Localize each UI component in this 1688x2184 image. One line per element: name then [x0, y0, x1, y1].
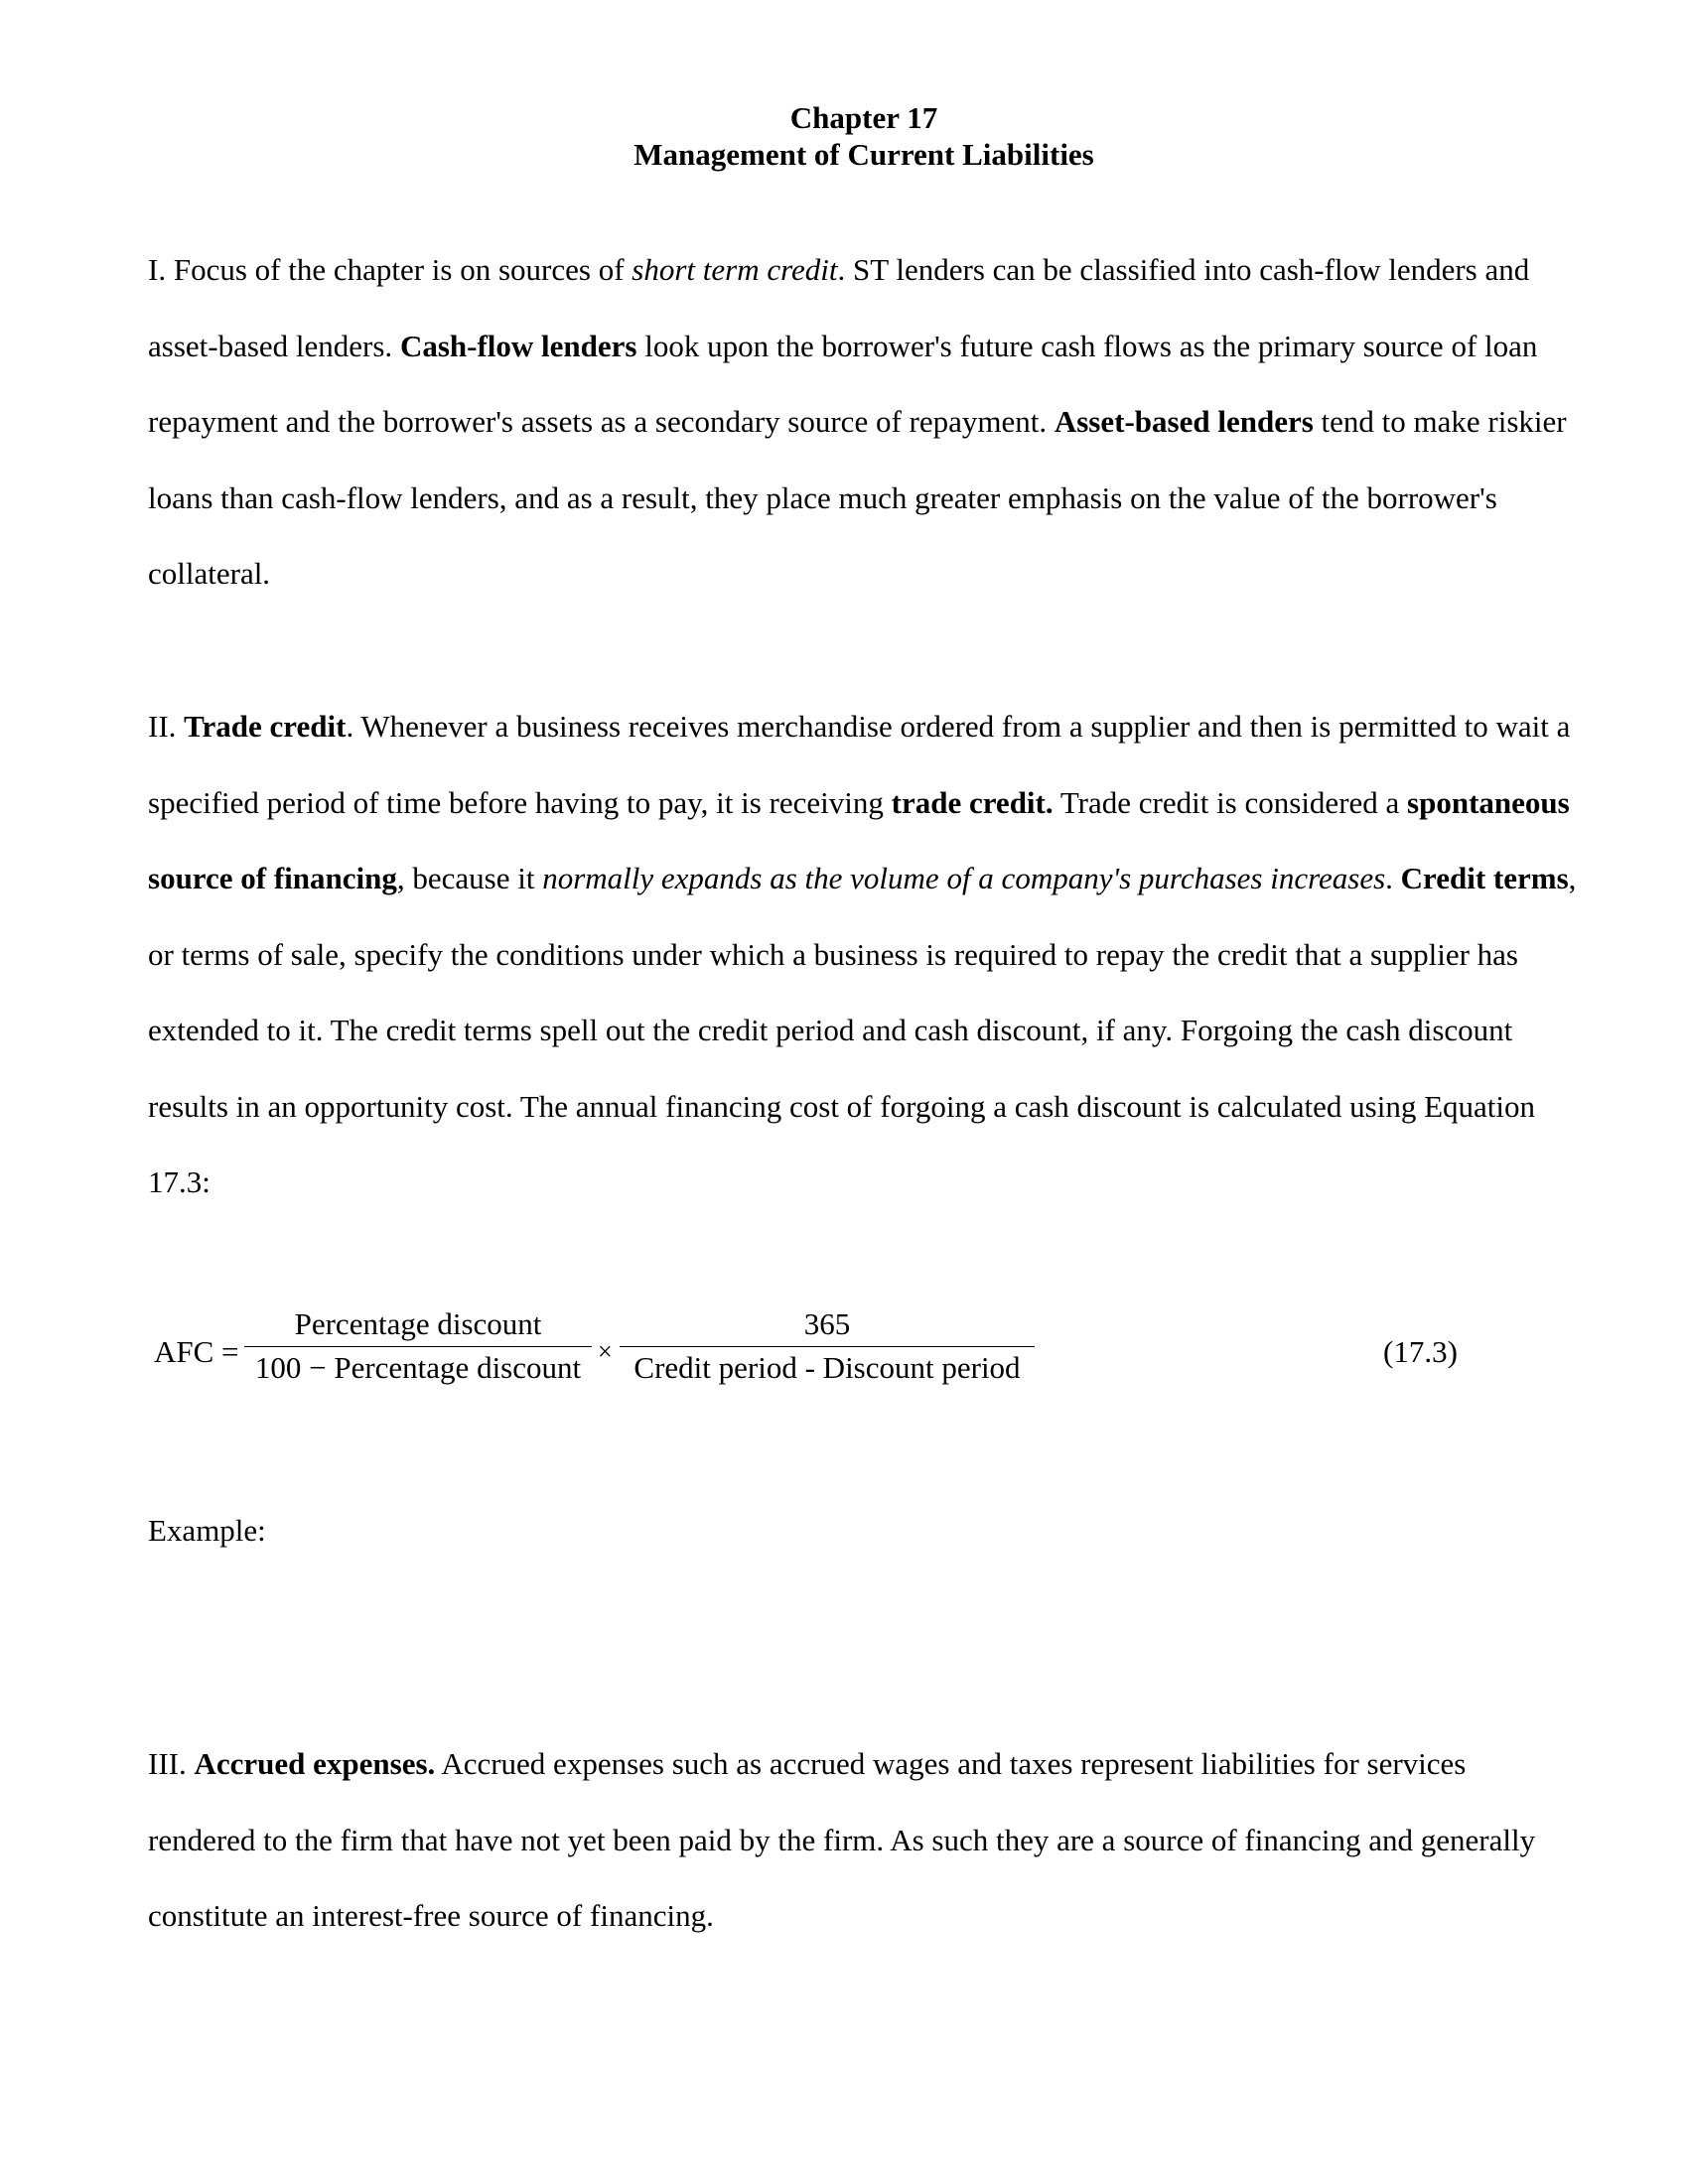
text-run: III. [148, 1746, 195, 1781]
text-run: . ST lenders can be classified into cash-flow lenders and asset-based lenders. [148, 252, 1530, 363]
italic-term: short term credit [632, 252, 838, 287]
fraction-period [620, 1305, 1035, 1387]
text-run: tend to make riskier loans than cash-flow lenders, and as a result, they place much greater emphasis on the value of the borrower's collateral. [148, 404, 1567, 591]
chapter-number: Chapter 17 [789, 100, 938, 135]
fraction-denominator: Credit period - Discount period [633, 1350, 1021, 1385]
fraction-denominator: 100 − Percentage discount [254, 1350, 582, 1385]
text-run: . Whenever a business receives merchandise ordered from a supplier and then is permitted to wait a specified period of time before having to pay, it is receiving [148, 709, 1571, 820]
fraction-numerator: 365 [803, 1306, 851, 1341]
equation-number: (17.3) [1383, 1334, 1458, 1369]
bold-term: trade credit. [891, 784, 1054, 820]
bold-term: spontaneous source of financing [148, 784, 1570, 895]
multiply-sign: × [598, 1337, 613, 1366]
text-run: I. Focus of the chapter is on sources of [148, 252, 633, 287]
italic-phrase: normally expands as the volume of a company's purchases increases [542, 861, 1386, 895]
text-run: . [1385, 861, 1401, 895]
bold-term: Trade credit [184, 709, 347, 744]
text-run: , because it [396, 861, 543, 895]
text-run: , or terms of sale, specify the conditions under which a business is required to repay the credit that a supplier has extended to it. The credit terms spell out the credit period and cash discount, if any. Forgoing the cash discount results in an opportunity cost. The annual financing cost of forgoing a cash discount is calculated using Equation 17.3: [148, 861, 1577, 1199]
section-1-paragraph [148, 232, 1578, 613]
bold-term: Cash-flow lenders [399, 328, 637, 363]
chapter-header [0, 99, 1688, 173]
fraction-numerator: Percentage discount [294, 1306, 542, 1341]
section-3-paragraph [148, 1726, 1578, 1955]
equation-lhs: AFC = [154, 1334, 239, 1369]
fraction-discount [244, 1305, 592, 1387]
text-run: II. [148, 709, 185, 744]
section-2-paragraph [148, 689, 1578, 1221]
bold-term: Asset-based lenders [1054, 404, 1314, 439]
bold-term: Credit terms [1400, 861, 1569, 895]
example-label: Example: [148, 1513, 266, 1548]
chapter-title: Management of Current Liabilities [633, 137, 1094, 172]
fraction-bar [620, 1346, 1035, 1347]
equation-17-3 [0, 1305, 1688, 1415]
fraction-bar [244, 1346, 592, 1347]
text-run: look upon the borrower's future cash flows as the primary source of loan repayment and the borrower's assets as a secondary source of repayment. [148, 328, 1538, 439]
text-run: Trade credit is considered a [1053, 784, 1408, 820]
text-run: Accrued expenses such as accrued wages and taxes represent liabilities for services rendered to the firm that have not yet been paid by the firm. As such they are a source of financing and generally constitute an interest-free source of financing. [148, 1746, 1536, 1933]
bold-term: Accrued expenses. [194, 1746, 436, 1781]
